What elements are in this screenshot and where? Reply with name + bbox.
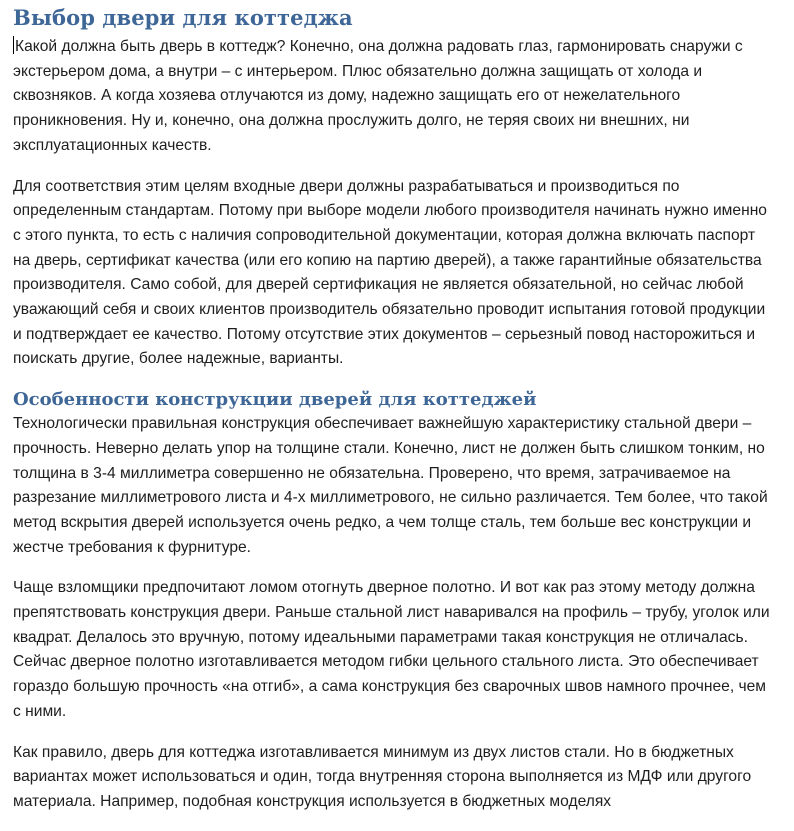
paragraph-intro-text: Какой должна быть дверь в коттедж? Конечно, она должна радовать глаз, гармонировать снаружи с экстерьером дома, а внутри – с интерьером. Плюс обязательно должна защищать от холода и сквозняков. А когда хозяева отлучаются из дому, надежно защищать его от нежелательного проникновения. Ну и, конечно, она должна прослужить долго, не теряя своих ни внешних, ни эксплуатационных качеств. [13, 38, 743, 154]
paragraph-standards: Для соответствия этим целям входные двери должны разрабатываться и производиться по определенным стандартам. Потому при выборе модели любого производителя начинать нужно именно с этого пункта, то есть с наличия сопроводительной документации, которая должна включать паспорт на дверь, сертификат качества (или его копию на партию дверей), а также гарантийные обязательства производителя. Само собой, для дверей сертификация не является обязательной, но сейчас любой уважающий себя и своих клиентов производитель обязательно проводит испытания готовой продукции и подтверждает ее качество. Потому отсутствие этих документов – серьезный повод насторожиться и поискать другие, более надежные, варианты. [13, 177, 767, 368]
article-title: Выбор двери для коттеджа [13, 5, 353, 30]
section-subtitle: Особенности конструкции дверей для коттеджей [13, 389, 537, 411]
paragraph-strength: Технологически правильная конструкция обеспечивает важнейшую характеристику стальной двери – прочность. Неверно делать упор на толщине стали. Конечно, лист не должен быть слишком тонким, но толщина в 3-4 миллиметра совершенно не обязательна. Проверено, что время, затрачиваемое на разрезание миллиметрового листа и 4-х миллиметрового, не сильно различается. Тем более, что такой метод вскрытия дверей используется очень редко, а чем толще сталь, тем больше вес конструкции и жестче требования к фурнитуре. [13, 415, 768, 556]
paragraph-sheets: Как правило, дверь для коттеджа изготавливается минимум из двух листов стали. Но в бюджетных вариантах может использоваться и один, тогда внутренняя сторона выполняется из МДФ или другого материала. Например, подобная конструкция используется в бюджетных моделях [13, 743, 752, 810]
text-cursor [13, 36, 14, 54]
paragraph-intro[interactable] [13, 35, 773, 159]
paragraph-burglars: Чаще взломщики предпочитают ломом отогнуть дверное полотно. И вот как раз этому методу должна препятствовать конструкция двери. Раньше стальной лист наваривался на профиль – трубу, уголок или квадрат. Делалось это вручную, потому идеальными параметрами такая конструкция не отличалась. Сейчас дверное полотно изготавливается методом гибки цельного стального листа. Это обеспечивает гораздо большую прочность «на отгиб», а сама конструкция без сварочных швов намного прочнее, чем с ними. [13, 579, 770, 720]
document-page [13, 0, 773, 831]
